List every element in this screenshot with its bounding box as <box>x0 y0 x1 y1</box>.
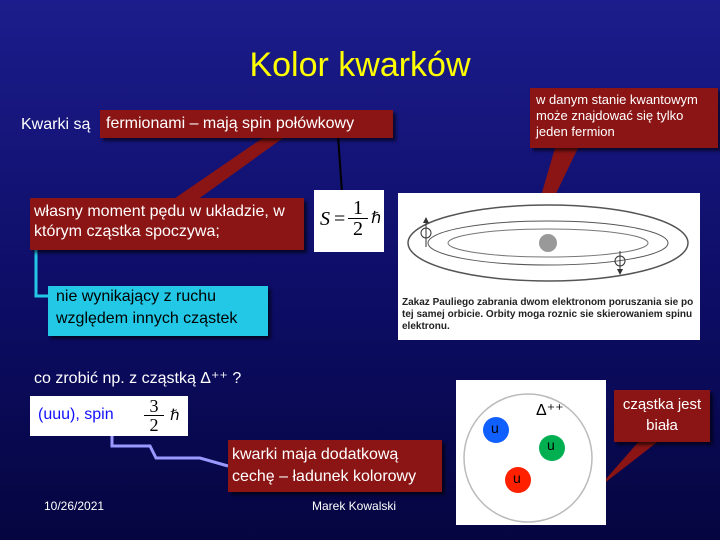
formula-hbar: ℏ <box>371 210 382 227</box>
delta-circle <box>456 380 606 525</box>
spin32-fraction: $\frac{3}{2}$ <box>144 397 164 434</box>
uuu-box <box>30 396 188 436</box>
spin32-hbar: ℏ <box>170 407 180 424</box>
color-charge-box: kwarki maja dodatkową cechę – ładunek kolorowy <box>228 440 442 492</box>
fermion-box: fermionami – mają spin połówkowy <box>100 110 393 138</box>
formula-fraction: $\frac{1}{2}$ <box>348 198 368 239</box>
delta-panel <box>456 380 606 525</box>
not-motion-box: nie wynikający z ruchu względem innych cząstek <box>48 286 268 336</box>
orbit-image <box>398 193 700 340</box>
pauli-note: w danym stanie kwantowym może znajdować się tylko jeden fermion <box>530 88 718 148</box>
footer-date: 10/26/2021 <box>44 499 105 513</box>
slide-title: Kolor kwarków <box>249 46 471 84</box>
uuu-text: (uuu), spin <box>38 406 114 423</box>
quark-label-2: u <box>547 437 555 453</box>
spin-pointer <box>165 133 290 205</box>
pauli-caption: Zakaz Pauliego zabrania dwom elektronom poruszania sie po tej samej orbicie. Orbity moga roznic sie skierowaniem spinu elektronu. <box>402 297 694 332</box>
formula-lhs: S <box>320 208 330 230</box>
quark-label-3: u <box>513 470 521 486</box>
white-note: cząstka jest biała <box>614 390 710 442</box>
formula-pointer <box>338 135 342 193</box>
formula-eq: = <box>334 208 346 230</box>
spin-formula <box>314 190 384 252</box>
orbit-diagram <box>398 193 700 293</box>
fermion-prefix: Kwarki są <box>21 116 91 133</box>
delta-label: Δ⁺⁺ <box>536 402 564 419</box>
spin-definition: własny moment pędu w układzie, w którym cząstka spoczywa; <box>30 198 304 250</box>
quark-label-1: u <box>491 420 499 436</box>
white-pointer <box>598 440 660 488</box>
lavender-connector <box>112 435 228 466</box>
footer-author: Marek Kowalski <box>312 499 397 513</box>
question-text: co zrobić np. z cząstką Δ⁺⁺ ? <box>34 370 242 387</box>
